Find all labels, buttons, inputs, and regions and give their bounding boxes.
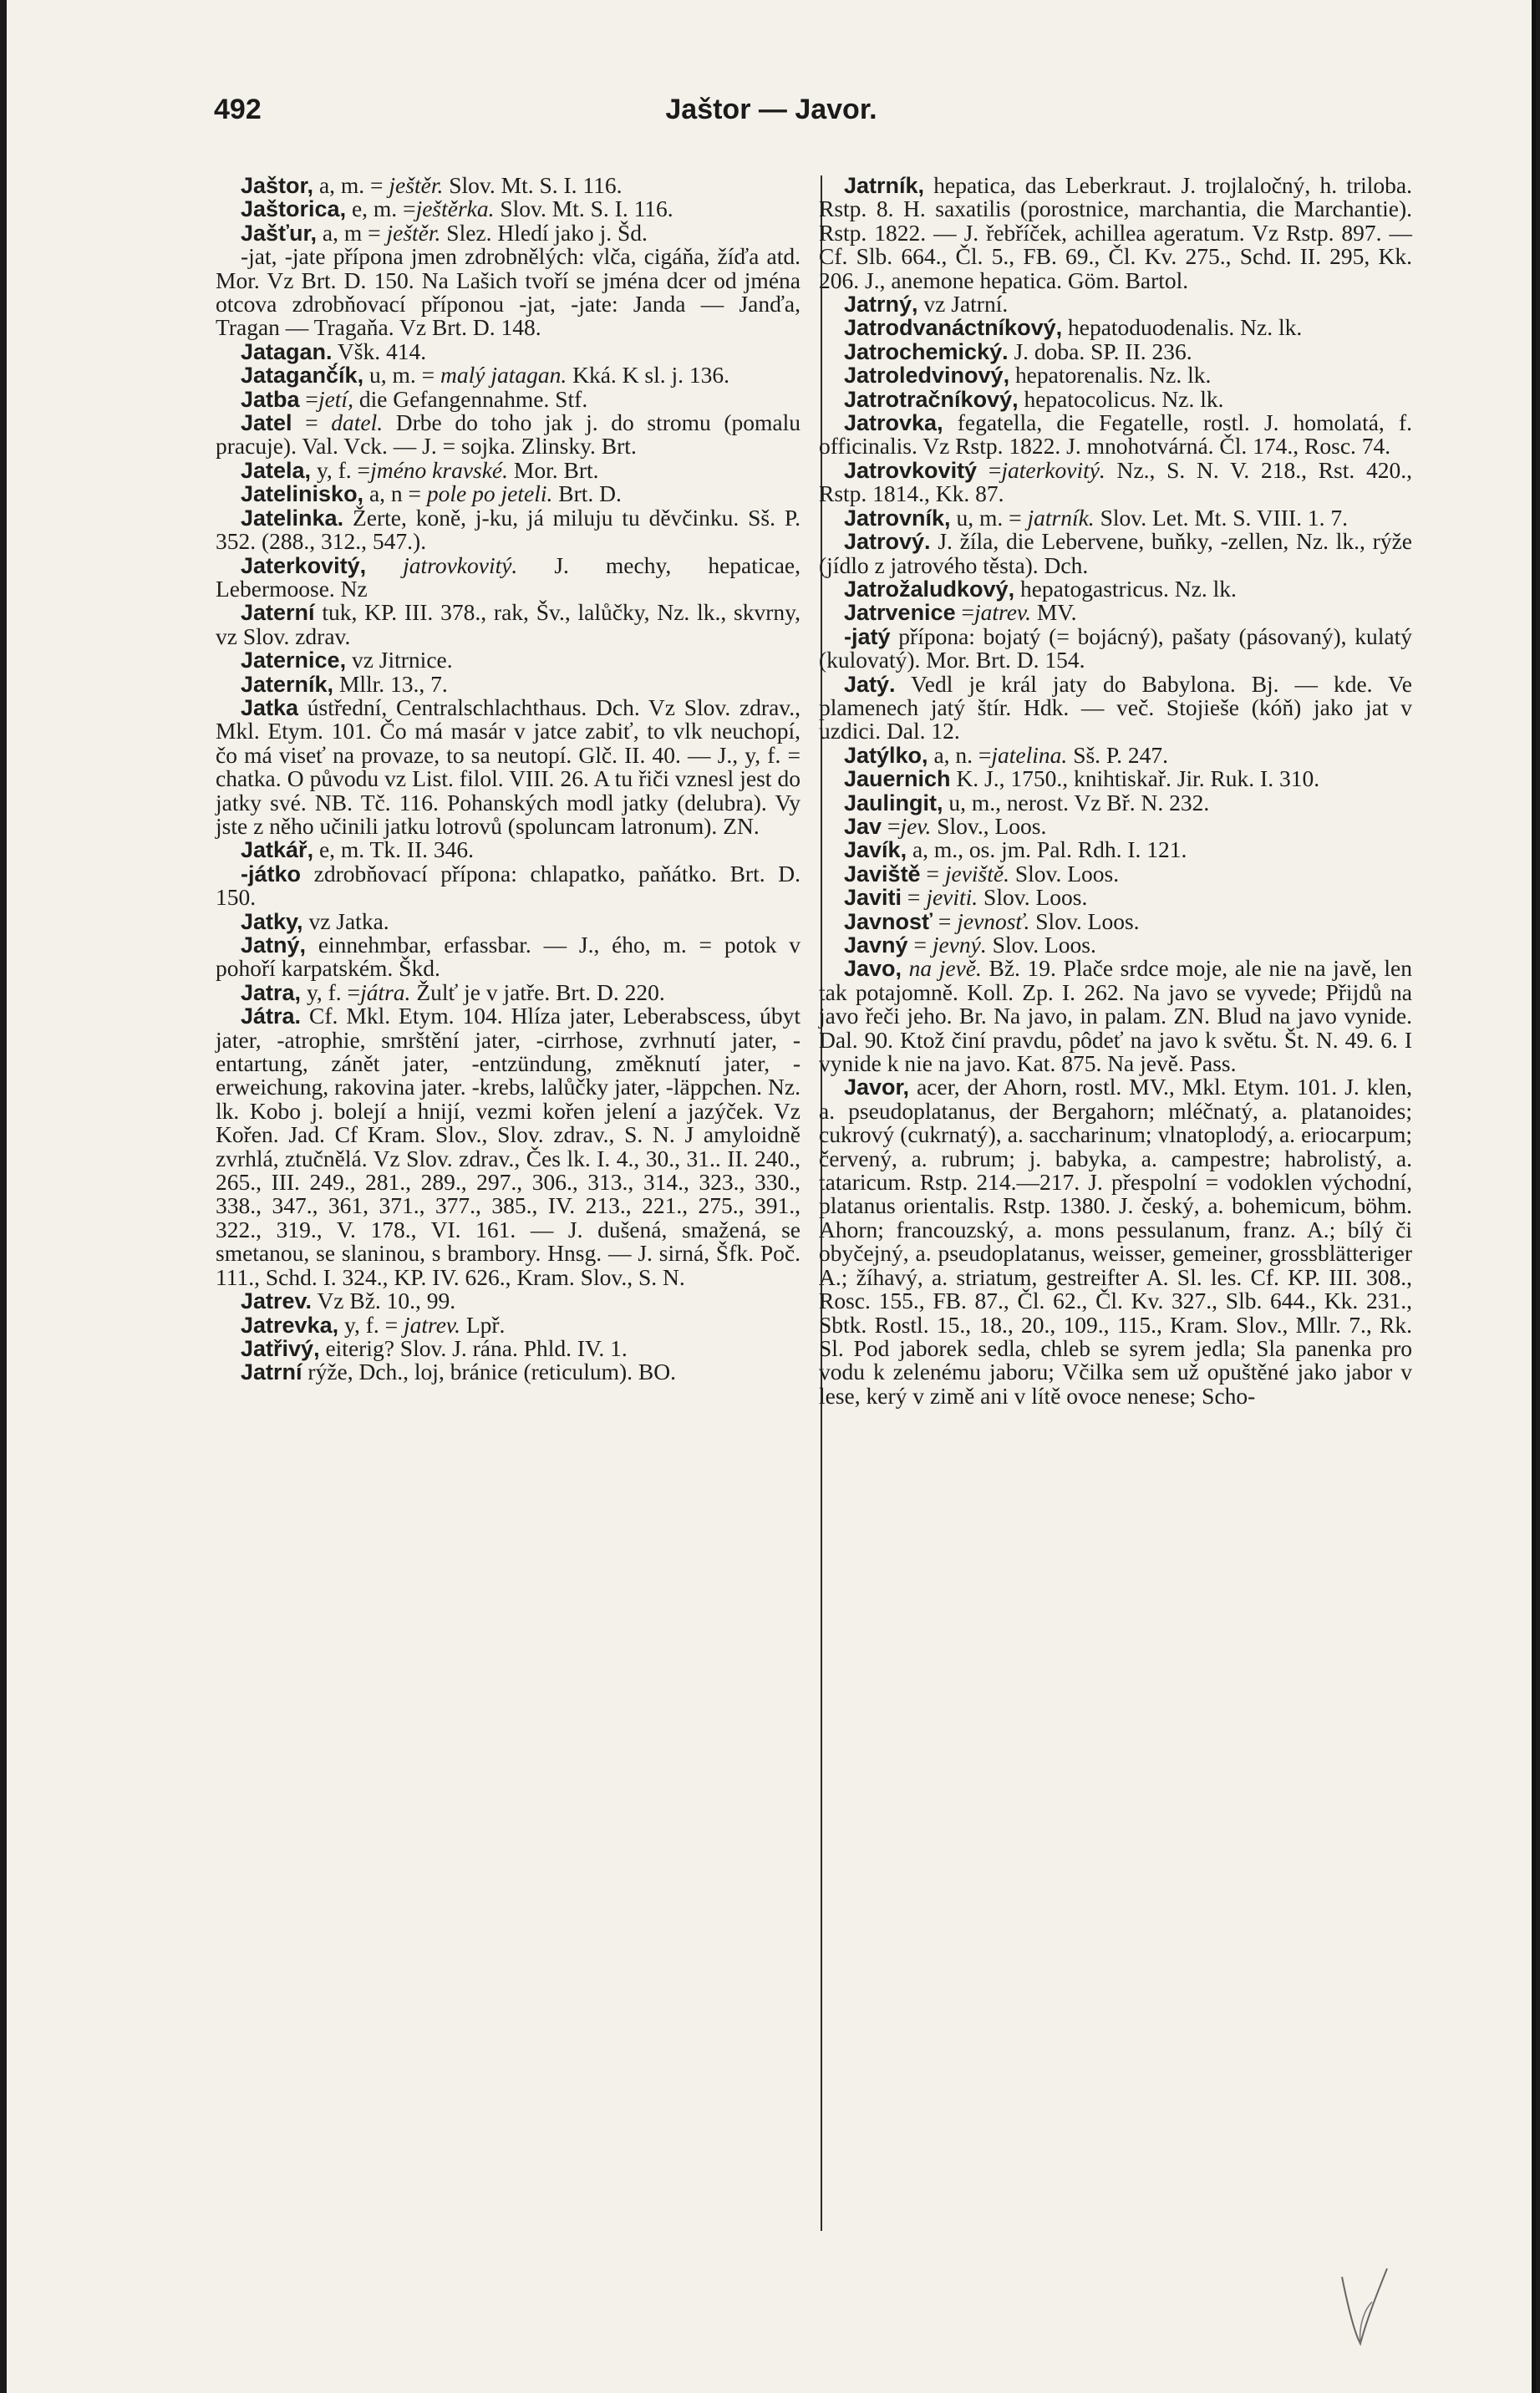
headword: Jatelinka. [241, 505, 344, 531]
page-number: 492 [214, 94, 262, 125]
entry-text [366, 552, 403, 578]
entry-text: eiterig? Slov. J. rána. Phld. IV. 1. [319, 1334, 628, 1361]
entry-text: Všk. 414. [332, 338, 427, 364]
dictionary-entry [216, 648, 800, 672]
entry-text: K. J., 1750., knihtiskař. Jir. Ruk. I. 310. [950, 765, 1320, 792]
running-head: Jaštor — Javor. [665, 94, 877, 125]
headword: Jatrovkovitý [844, 457, 978, 483]
entry-text: = [955, 599, 974, 626]
entry-text: a, m. = [313, 172, 389, 198]
dictionary-entry [216, 1004, 800, 1289]
headword: Jatý. [844, 671, 896, 697]
entry-italic: ještěr. [389, 172, 444, 198]
dictionary-entry [216, 411, 800, 459]
dictionary-entry [819, 741, 1412, 768]
headword: Jatrník, [844, 173, 925, 198]
entry-text: Žerte, koně, j-ku, já miluju tu děvčinku. Sš. P. 352. (288., 312., 547.). [216, 504, 800, 555]
headword: Jatrožaludkový, [844, 576, 1015, 602]
entry-text: Mllr. 13., 7. [333, 670, 448, 697]
headword: Jaštor, [241, 173, 314, 198]
dictionary-entry [216, 907, 800, 934]
entry-italic: jeviště. [944, 860, 1009, 887]
headword: Javiště [844, 861, 921, 887]
dictionary-entry [819, 340, 1412, 363]
dictionary-entry [819, 622, 1412, 673]
entry-text-tail: die Gefangennahme. Stf. [353, 385, 588, 412]
dictionary-entry [819, 862, 1412, 886]
dictionary-entry [819, 1075, 1412, 1408]
headword: Jaterník, [241, 671, 334, 697]
entry-text: = [299, 385, 318, 412]
dictionary-entry [216, 245, 800, 340]
entry-italic: jaterkovitý. [1001, 456, 1105, 483]
entry-text: rýže, Dch., loj, bránice (reticulum). BO. [302, 1359, 677, 1385]
dictionary-entry [216, 506, 800, 554]
entry-text-tail: Lpř. [460, 1311, 506, 1338]
entry-text: ústřední, Centralschlachthaus. Dch. Vz Slov. zdrav., Mkl. Etym. 101. Čo má masár v jatce zabiť, to vlk neuchopí, čo má viseť na provaze, to sa neutopí. Glč. II. 40. — J., y, f. = chatka. O původu vz List. filol. VIII. 26. A tu řiči vznesl jest do jatky své. NB. Tč. 116. Pohanských modl jatky (delubra). Vy jste z něho učinili jatku lotrovů (spoluncam latronum). ZN. [216, 694, 800, 839]
entry-text: = [882, 812, 901, 839]
entry-text: -jat, -jate přípona jmen zdrobnělých: vlča, cigáňa, žíďa atd. Mor. Vz Brt. D. 150. Na Lašich tvoří se jména dcer od jména otcova zdrobňovací příponou -jat, -jate: Janda — Janďa, Tragan — Tragaňa. Vz Brt. D. 148. [216, 243, 800, 341]
entry-text-tail: Slov. Mt. S. I. 116. [494, 196, 673, 222]
dictionary-entry [216, 482, 800, 506]
dictionary-entry [819, 791, 1412, 815]
dictionary-entry [819, 316, 1412, 339]
entry-text: u, m. = [950, 504, 1028, 531]
dictionary-entry [819, 363, 1412, 387]
headword: Jav [844, 813, 882, 839]
headword: Javnosť [844, 908, 933, 934]
entry-italic: ještěr. [386, 219, 441, 246]
entry-text: zdrobňovací přípona: chlapatko, paňátko. Brt. D. 150. [216, 860, 800, 911]
headword: Jatrev. [241, 1288, 313, 1314]
headword: Javík, [844, 837, 907, 863]
headword: Jatba [241, 386, 300, 412]
headword: Jatel [241, 410, 292, 436]
headword: Jatřivý, [241, 1335, 320, 1361]
headword: Jatrovník, [844, 505, 951, 531]
entry-italic: játra. [360, 978, 411, 1005]
entry-text: vz Jatrní. [917, 291, 1009, 318]
headword: Jatrný, [844, 292, 918, 318]
entry-text-tail: Bž. 19. Plače srdce moje, ale nie na javě, len tak potajomně. Koll. Zp. I. 262. Na javo se vyvede; Přijdů na javo řeči jeho. Br. Na javo, in palam. ZN. Blud na javo vynide. Dal. 90. Ktož činí pravdu, pôdeť na javo k světu. Št. N. 49. 6. I vynide k nie na javo. Kat. 875. Na jevě. Pass. [819, 955, 1412, 1077]
entry-text: hepatogastricus. Nz. lk. [1014, 575, 1237, 602]
headword: Jaulingit, [844, 790, 943, 815]
dictionary-entry [216, 696, 800, 838]
headword: Jatra, [241, 979, 302, 1005]
dictionary-entry [819, 907, 1412, 934]
entry-text: = [932, 907, 958, 934]
entry-text-tail: Slov. Loos. [986, 932, 1096, 958]
right-column [819, 174, 1412, 1408]
headword: Jatkář, [241, 837, 314, 863]
headword: Jatky, [241, 908, 303, 934]
headword: Jaštorica, [241, 196, 347, 222]
entry-text: = [292, 409, 332, 436]
entry-text: e, m. Tk. II. 346. [313, 836, 475, 863]
dictionary-entry [819, 174, 1412, 292]
entry-text: hepatica, das Leberkraut. J. trojlaločný, h. triloba. Rstp. 8. H. saxatilis (porostnice, marchantia, die Marchantie). Rstp. 1822. — J. řebříček, achillea ageratum. Vz Rstp. 897. — Cf. Slb. 664., Čl. 5., FB. 69., Čl. Kv. 275., Schd. II. 295, Kk. 206. J., anemone hepatica. Göm. Bartol. [819, 172, 1412, 293]
entry-text: y, f. = [301, 978, 361, 1005]
entry-text-tail: Kká. K sl. j. 136. [567, 362, 730, 389]
headword: Jatagan. [241, 338, 333, 364]
entry-italic: jevnosť. [957, 907, 1030, 934]
headword: Jatný, [241, 932, 307, 958]
headword: Jatrotračníkový, [844, 386, 1019, 412]
dictionary-entry [216, 978, 800, 1005]
entry-text: hepatoduodenalis. Nz. lk. [1062, 314, 1303, 341]
entry-italic: jméno kravské. [370, 456, 509, 483]
dictionary-entry [216, 456, 800, 483]
entry-text-tail: Slov., Loos. [931, 812, 1047, 839]
entry-text: a, n = [363, 480, 427, 507]
headword: Jatrový. [844, 529, 931, 555]
entry-text-tail: Drbe do toho jak j. do stromu (pomalu pracuje). Val. Vck. — J. = sojka. Zlinsky. Brt. [216, 409, 800, 460]
dictionary-entry [216, 340, 800, 363]
dictionary-page [7, 0, 1536, 2393]
dictionary-entry [819, 577, 1412, 601]
entry-text: = [902, 884, 927, 911]
headword: Javo, [844, 956, 902, 982]
headword: Jatrevka, [241, 1312, 339, 1338]
entry-text: y, f. = [338, 1311, 404, 1338]
entry-italic: pole po jeteli. [426, 480, 553, 507]
headword: Jaterkovitý, [241, 552, 367, 578]
dictionary-entry [216, 551, 801, 602]
dictionary-entry [819, 670, 1412, 744]
entry-text: einnehmbar, erfassbar. — J., ého, m. = potok v pohoří karpatském. Škd. [216, 932, 800, 982]
headword: Jatroledvinový, [844, 363, 1010, 389]
headword: Jatrvenice [844, 600, 956, 626]
entry-text: fegatella, die Fegatelle, rostl. J. homolatá, f. officinalis. Vz Rstp. 1822. J. mnohotvárná. Čl. 174., Rosc. 74. [819, 409, 1412, 460]
dictionary-entry [819, 506, 1412, 530]
headword: -játko [241, 861, 302, 887]
entry-italic: jatrovkovitý. [403, 551, 518, 578]
dictionary-entry [819, 530, 1412, 577]
dictionary-entry [819, 411, 1412, 459]
entry-italic: jetí, [318, 385, 353, 412]
headword: Jatrovka, [844, 410, 943, 436]
dictionary-entry [216, 670, 800, 697]
entry-text: Vz Bž. 10., 99. [312, 1288, 456, 1314]
entry-text-tail: Slez. Hledí jako j. Šd. [440, 219, 648, 246]
handwritten-mark [1335, 2260, 1394, 2352]
dictionary-entry [819, 838, 1412, 861]
dictionary-entry [819, 456, 1412, 507]
entry-text: vz Jatka. [302, 907, 389, 934]
entry-text: hepatorenalis. Nz. lk. [1009, 362, 1212, 389]
dictionary-entry [216, 1313, 800, 1337]
dictionary-entry [819, 601, 1412, 624]
headword: Jatka [241, 694, 299, 720]
headword: Jaterní [241, 600, 315, 626]
entry-text-tail: Slov. Loos. [1009, 860, 1120, 887]
dictionary-entry [216, 363, 800, 387]
entry-text: u, m. = [363, 362, 440, 389]
entry-text-tail: Sš. P. 247. [1067, 741, 1169, 768]
entry-text: e, m. = [346, 196, 416, 222]
headword: Jaternice, [241, 648, 347, 673]
entry-italic: jatrev. [404, 1311, 460, 1338]
entry-text-tail: MV. [1030, 599, 1077, 626]
headword: Jatrodvanáctníkový, [844, 315, 1063, 341]
dictionary-entry [216, 1289, 800, 1313]
headword: Javný [844, 932, 908, 958]
dictionary-entry [216, 933, 800, 981]
left-column [216, 174, 800, 1384]
entry-text: a, m., os. jm. Pal. Rdh. I. 121. [907, 836, 1187, 863]
dictionary-entry [819, 385, 1412, 412]
dictionary-entry [819, 767, 1412, 790]
headword: Jatrní [241, 1359, 302, 1385]
entry-text: a, m = [317, 219, 387, 246]
entry-text-tail: Slov. Let. Mt. S. VIII. 1. 7. [1094, 504, 1348, 531]
dictionary-entry [216, 862, 800, 910]
entry-text: hepatocolicus. Nz. lk. [1018, 385, 1224, 412]
entry-italic: na jevě. [908, 955, 982, 982]
dictionary-entry [216, 385, 800, 412]
dictionary-entry [216, 197, 800, 221]
entry-italic: malý jatagan. [440, 362, 567, 389]
entry-text: = [907, 932, 933, 958]
entry-italic: jev. [900, 812, 932, 839]
entry-text [902, 955, 909, 981]
page-edge [1532, 0, 1536, 2393]
entry-italic: jatelina. [991, 741, 1068, 768]
dictionary-entry [819, 812, 1412, 839]
page-header [7, 94, 1536, 144]
headword: Jataganč́ík, [241, 363, 364, 389]
headword: -jatý [844, 623, 891, 649]
dictionary-entry [819, 292, 1412, 316]
entry-text: acer, der Ahorn, rostl. MV., Mkl. Etym. 101. J. klen, a. pseudoplatanus, der Bergahorn; mléčnatý, a. platanoides; cukrový (cukrnatý), a. saccharinum; vlnatoplodý, a. eriocarpum; červený, a. rubrum; j. babyka, a. campestre; habrolistý, a. tataricum. Rstp. 214.—217. J. přespolní = vodoklen východní, platanus orientalis. Rstp. 1380. J. český, a. bohemicum, böhm. Ahorn; francouzský, a. mons pessulanum, franz. A.; bílý či obyčejný, a. pseudoplatanus, weisser, gemeiner, grossblätteriger A.; žíhavý, a. striatum, gestreifter A. Sl. les. Cf. KP. III. 308., Rosc. 155., FB. 87., Čl. 62., Čl. Kv. 327., Slb. 644., Kk. 231., Sbtk. Rostl. 15., 18., 20., 109., 115., Kram. Slov., Mllr. 7., Rk. Sl. Pod jaborek sedla, chleb se syrem jedla; Sla panenka pro vodu k zelenému jaboru; Včilka sem už opuštěné jako jabor v lese, kerý v zimě ani v lítě ovoce nenese; Scho- [819, 1074, 1412, 1409]
entry-italic: ještěrka. [415, 196, 495, 222]
headword: Játra. [241, 1003, 302, 1029]
entry-text-tail: Slov. Loos. [1029, 907, 1140, 934]
headword: Jatela, [241, 457, 312, 483]
headword: Jatelinisko, [241, 481, 364, 507]
entry-italic: jeviti. [926, 884, 978, 911]
entry-text-tail: Mor. Brt. [508, 456, 599, 483]
entry-italic: datel. [331, 409, 384, 436]
entry-text: Vedl je král jaty do Babylona. Bj. — kde. Ve plamenech jatý štír. Hdk. — več. Stojieše (kóň) jako jat v uzdici. Dal. 12. [819, 670, 1412, 744]
entry-italic: jevný. [932, 932, 987, 958]
dictionary-entry [216, 174, 800, 197]
entry-text-tail: Slov. Mt. S. I. 116. [443, 172, 623, 198]
dictionary-entry [819, 957, 1412, 1075]
entry-text: u, m., nerost. Vz Bř. N. 232. [943, 789, 1210, 815]
headword: Jašťur, [241, 220, 317, 246]
entry-text-tail: J. mechy, hepaticae, Lebermoose. Nz [216, 551, 801, 602]
entry-italic: jatrev. [973, 599, 1031, 626]
entry-italic: jatrník. [1027, 504, 1095, 531]
dictionary-entry [216, 838, 800, 861]
entry-text: tuk, KP. III. 378., rak, Šv., lalůčky, Nz. lk., skvrny, vz Slov. zdrav. [216, 599, 800, 649]
entry-text: = [920, 860, 945, 887]
headword: Jauernich [844, 766, 951, 792]
dictionary-entry [216, 221, 800, 245]
entry-text: a, n. = [928, 741, 992, 768]
dictionary-entry [819, 886, 1412, 909]
entry-text: y, f. = [311, 456, 371, 483]
entry-text: J. doba. SP. II. 236. [1008, 338, 1192, 364]
entry-text: Cf. Mkl. Etym. 104. Hlíza jater, Leberabscess, úbyt jater, -atrophie, smrštění jater, -cirrhose, zvrhnutí jater, -entartung, zánět jater, -entzündung, změknutí jater, -erweichung, rakovina jater. -krebs, lalůčky jater, -läppchen. Nz. lk. Kobo j. bolejí a hnijí, vezmi kořen jelení a jazýček. Vz Kořen. Jad. Cf Kram. Slov., Slov. zdrav., S. N. J amyloidně zvrhlá, ztučnělá. Vz Slov. zdrav., Čes lk. I. 4., 30., 31.. II. 240., 265., III. 249., 281., 289., 297., 306., 313., 314., 323., 330., 338., 347., 361, 371., 377., 385., IV. 213., 221., 275., 391., 322., 319., V. 178., VI. 161. — J. dušená, smažená, se smetanou, se slaninou, s brambory. Hnsg. — J. sirná, Šfk. Poč. 111., Schd. I. 324., KP. IV. 626., Kram. Slov., S. N. [216, 1003, 800, 1290]
entry-text-tail: Slov. Loos. [978, 884, 1088, 911]
headword: Javor, [844, 1075, 910, 1100]
entry-text-tail: Brt. D. [552, 480, 622, 507]
entry-text: J. žíla, die Lebervene, buňky, -zellen, Nz. lk., rýže (jídlo z jatrového těsta). Dch. [819, 528, 1412, 578]
dictionary-entry [819, 933, 1412, 957]
dictionary-entry [216, 1334, 800, 1361]
entry-text-tail: Nz., S. N. V. 218., Rst. 420., Rstp. 1814., Kk. 87. [819, 456, 1412, 507]
dictionary-entry [216, 601, 800, 648]
headword: Javiti [844, 885, 902, 911]
headword: Jatrochemický. [844, 338, 1009, 364]
entry-text: přípona: bojatý (= bojácný), pašaty (pásovaný), kulatý (kulovatý). Mor. Brt. D. 154. [819, 622, 1412, 673]
entry-text-tail: Žulť je v jatře. Brt. D. 220. [410, 978, 665, 1005]
dictionary-entry [216, 1360, 800, 1384]
entry-text: vz Jitrnice. [346, 647, 453, 673]
headword: Jatýlko, [844, 742, 928, 768]
entry-text: = [977, 456, 1002, 483]
